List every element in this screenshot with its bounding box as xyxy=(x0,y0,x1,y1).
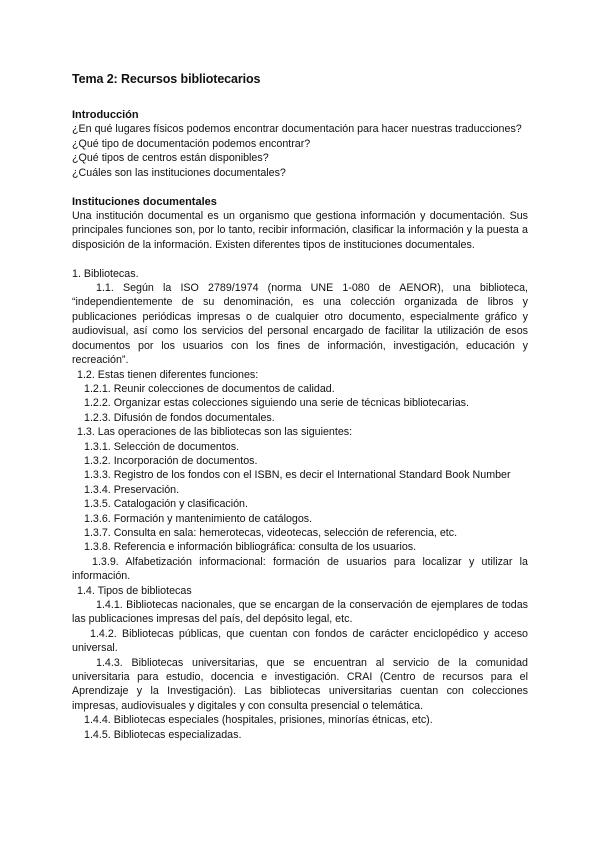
funcion-item: 1.2.3. Difusión de fondos documentales. xyxy=(84,411,275,424)
operacion-item: 1.3.5. Catalogación y clasificación. xyxy=(84,498,248,511)
operacion-item: 1.3.9. Alfabetización informacional: formación de usuarios para localizar y utilizar la información. xyxy=(72,555,528,583)
bibliotecas-definition: 1.1. Según la ISO 2789/1974 (norma UNE 1-080 de AENOR), una biblioteca, “independientemente de su denominación, es una colección organizada de libros y publicaciones periódicas impresas o de cualquier otro documento, especialmente gráfico y audiovisual, así como los servicios del personal encargado de facilitar la utilización de esos documentos por los usuarios con los fines de información, investigación, educación y recreación”. xyxy=(72,282,528,367)
tipo-item: 1.4.1. Bibliotecas nacionales, que se encargan de la conservación de ejemplares de todas las publicaciones impresas del país, del depósito legal, etc. xyxy=(72,599,528,626)
tipos-heading: 1.4. Tipos de bibliotecas xyxy=(77,584,192,597)
intro-question: ¿Qué tipo de documentación podemos encontrar? xyxy=(72,137,311,150)
page-title: Tema 2: Recursos bibliotecarios xyxy=(72,72,261,86)
operacion-item: 1.3.7. Consulta en sala: hemerotecas, videotecas, selección de referencia, etc. xyxy=(84,526,458,539)
instituciones-heading: Instituciones documentales xyxy=(72,195,217,208)
operacion-item: 1.3.8. Referencia e información bibliográfica: consulta de los usuarios. xyxy=(84,541,417,554)
intro-question: ¿Cuáles son las instituciones documentales? xyxy=(72,166,286,179)
instituciones-paragraph: Una institución documental es un organismo que gestiona información y documentación. Sus principales funciones son, por lo tanto, recibir información, clasificar la información y la puesta a disposición de la información. Existen diferentes tipos de instituciones documentales. xyxy=(72,209,528,251)
operacion-item: 1.3.4. Preservación. xyxy=(84,483,180,496)
intro-question: ¿En qué lugares físicos podemos encontrar documentación para hacer nuestras traducciones? xyxy=(72,123,522,136)
operacion-item: 1.3.3. Registro de los fondos con el ISBN, es decir el International Standard Book Number xyxy=(84,469,511,482)
tipo-item: 1.4.4. Bibliotecas especiales (hospitales, prisiones, minorías étnicas, etc). xyxy=(84,714,433,727)
bibliotecas-heading: 1. Bibliotecas. xyxy=(72,267,139,280)
intro-heading: Introducción xyxy=(72,109,139,121)
funcion-item: 1.2.2. Organizar estas colecciones siguiendo una serie de técnicas bibliotecarias. xyxy=(84,397,469,410)
tipo-item: 1.4.3. Bibliotecas universitarias, que se encuentran al servicio de la comunidad universitaria para estudio, docencia e investigación. CRAI (Centro de recursos para el Aprendizaje y la Investigación). Las bibliotecas universitarias cuentan con colecciones impresas, audiovisuales y digitales y con consulta presencial o telemática. xyxy=(72,656,528,712)
operacion-item: 1.3.1. Selección de documentos. xyxy=(84,440,240,453)
operacion-item: 1.3.2. Incorporación de documentos. xyxy=(84,454,258,467)
operacion-item: 1.3.6. Formación y mantenimiento de catálogos. xyxy=(84,512,313,525)
funcion-item: 1.2.1. Reunir colecciones de documentos de calidad. xyxy=(84,382,335,395)
funciones-heading: 1.2. Estas tienen diferentes funciones: xyxy=(77,368,259,381)
tipo-item: 1.4.5. Bibliotecas especializadas. xyxy=(84,728,242,741)
tipo-item: 1.4.2. Bibliotecas públicas, que cuentan con fondos de carácter enciclopédico y acceso universal. xyxy=(72,627,528,655)
operaciones-heading: 1.3. Las operaciones de las bibliotecas son las siguientes: xyxy=(77,426,353,439)
intro-question: ¿Qué tipos de centros están disponibles? xyxy=(72,152,269,165)
